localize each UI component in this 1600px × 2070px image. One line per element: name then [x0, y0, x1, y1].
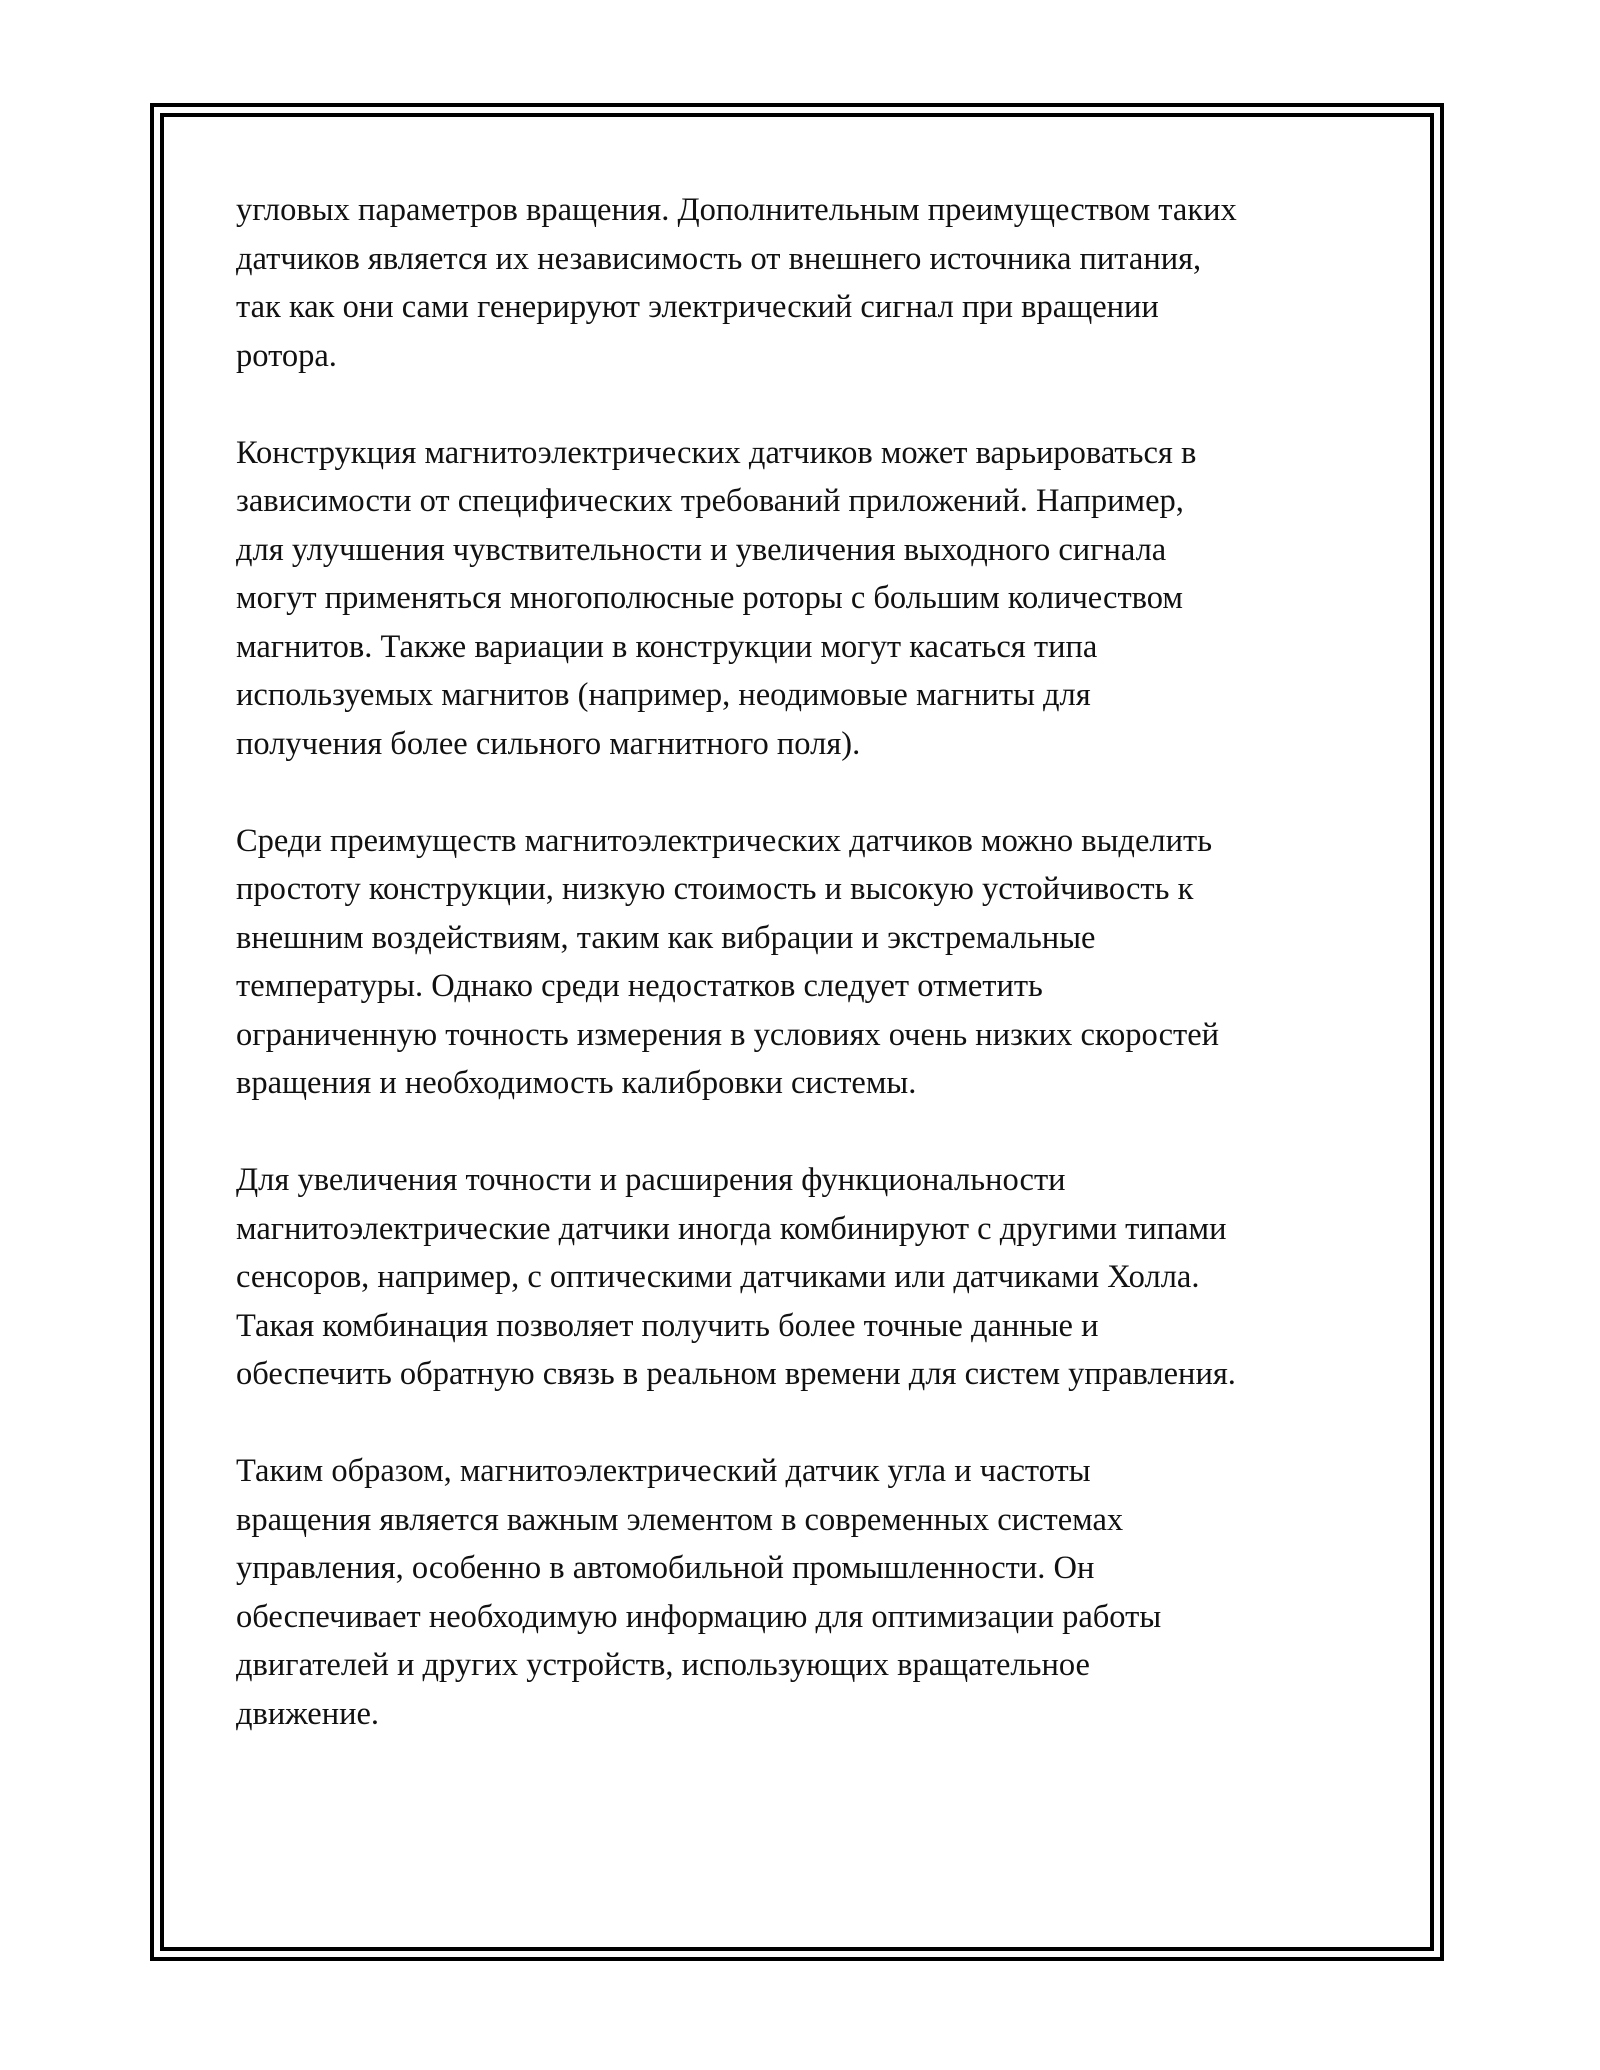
- paragraph-2: Конструкция магнитоэлектрических датчиков может варьироваться в зависимости от специфических требований приложений. Например, для улучшения чувствительности и увеличения выходного сигнала могут применяться многополюсные роторы с большим количеством магнитов. Также вариации в конструкции могут касаться типа используемых магнитов (например, неодимовые магниты для получения более сильного магнитного поля).: [236, 434, 1197, 762]
- document-body: [236, 186, 1386, 1738]
- paragraph-5: Таким образом, магнитоэлектрический датчик угла и частоты вращения является важным элементом в современных системах управления, особенно в автомобильной промышленности. Он обеспечивает необходимую информацию для оптимизации работы двигателей и других устройств, использующих вращательное движение.: [236, 1453, 1162, 1732]
- paragraph-1: угловых параметров вращения. Дополнительным преимуществом таких датчиков является их независимость от внешнего источника питания, так как они сами генерируют электрический сигнал при вращении ротора.: [236, 192, 1237, 374]
- paragraph-4: Для увеличения точности и расширения функциональности магнитоэлектрические датчики иногда комбинируют с другими типами сенсоров, например, с оптическими датчиками или датчиками Холла. Такая комбинация позволяет получить более точные данные и обеспечить обратную связь в реальном времени для систем управления.: [236, 1162, 1236, 1392]
- paragraph-3: Среди преимуществ магнитоэлектрических датчиков можно выделить простоту конструкции, низкую стоимость и высокую устойчивость к внешним воздействиям, таким как вибрации и экстремальные температуры. Однако среди недостатков следует отметить ограниченную точность измерения в условиях очень низких скоростей вращения и необходимость калибровки системы.: [236, 822, 1220, 1101]
